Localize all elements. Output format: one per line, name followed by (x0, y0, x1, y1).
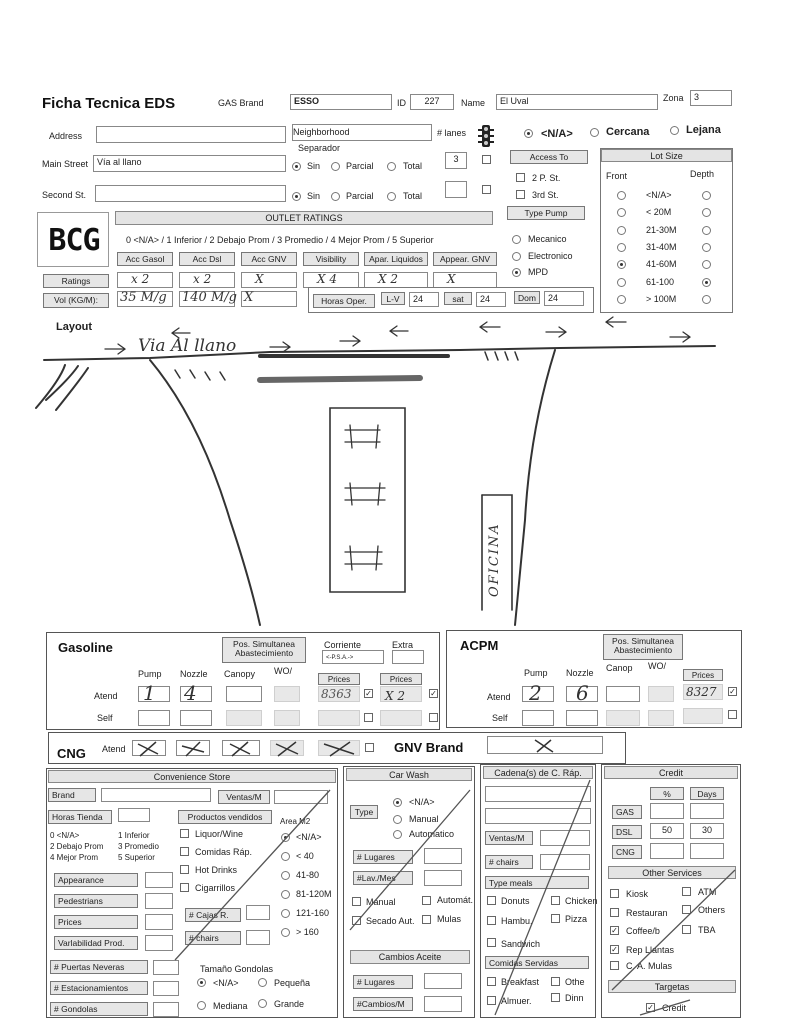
meal-sandwich-check[interactable] (487, 938, 496, 947)
cs-area-label: > 160 (296, 927, 319, 937)
acpm-title: ACPM (460, 638, 499, 653)
cw-manual-label: Manual (409, 814, 439, 824)
cadena-title: Cadena(s) de C. Ráp. (483, 766, 593, 779)
cw-manual-radio[interactable] (393, 815, 402, 824)
rating-value: X (447, 272, 456, 286)
separator-label: Separador (298, 143, 341, 153)
svc-coffee-check[interactable]: ✓ (611, 926, 618, 935)
cs-rating-field[interactable] (145, 872, 173, 888)
svc-mulas-check[interactable] (610, 961, 619, 970)
comida-othe-check[interactable] (551, 977, 560, 986)
cs-area-radio[interactable] (281, 928, 290, 937)
lot-size-option: < 20M (646, 207, 672, 218)
cw-mulas-check[interactable] (422, 915, 431, 924)
gas-extra-label: Extra (392, 640, 414, 650)
credit-cng-pct-field[interactable] (650, 843, 684, 859)
svc-llantas-check[interactable]: ✓ (611, 945, 618, 954)
acpm-nozzle-value: 6 (576, 681, 589, 705)
cw-lugares-label: # Lugares (353, 850, 413, 864)
name-field[interactable]: El Uval (496, 94, 658, 110)
credit-days-label: Days (690, 787, 724, 800)
cs-rating-field[interactable] (145, 914, 173, 930)
lot-front-label: Front (606, 171, 628, 181)
cs-rating-field[interactable] (145, 935, 173, 951)
road-label: Via Al llano (138, 336, 237, 356)
gas-canopy-label: Canopy (224, 669, 256, 679)
cng-canopy-field[interactable] (222, 740, 260, 756)
comida-breakfast-check[interactable] (487, 977, 496, 986)
gas-price-value: 8363 (321, 687, 352, 701)
id-label: ID (397, 98, 406, 108)
hours-dom-label: Dom (514, 291, 540, 304)
cs-scale-item: 0 <N/A> (50, 831, 80, 840)
acpm-pump-self-field[interactable] (522, 710, 554, 726)
gas-wo-label: WO/ (274, 666, 292, 676)
hours-sat-field[interactable]: 24 (476, 292, 506, 307)
cs-area-radio[interactable] (281, 852, 290, 861)
location-na-label: <N/A> (541, 128, 573, 140)
cw-lav-field[interactable] (424, 870, 462, 886)
gas-extra-self-check[interactable] (429, 713, 438, 722)
svc-llantas-label: Rep Llantas (626, 945, 675, 955)
cs-gondolas-label: # Gondolas (50, 1002, 148, 1016)
cw-secado-label: Secado Aut. (366, 916, 415, 926)
cs-estacionamientos-label: # Estacionamientos (50, 981, 148, 995)
cw-mulas-label: Mulas (437, 914, 462, 924)
lot-depth-label: Depth (690, 169, 715, 179)
gas-price-check[interactable]: ✓ (365, 689, 372, 698)
acpm-price-self-field[interactable] (683, 708, 723, 724)
cng-title: CNG (57, 746, 86, 761)
svc-tba-check[interactable] (682, 925, 691, 934)
cng-pump-field[interactable] (132, 740, 166, 756)
address-label: Address (49, 131, 83, 141)
gas-extra-self-field[interactable] (380, 710, 422, 726)
gas-canopy-self-field[interactable] (226, 710, 262, 726)
outlet-column-header: Acc GNV (241, 252, 297, 266)
gas-pump-value: 1 (143, 681, 156, 705)
cs-ventas-field[interactable] (274, 790, 328, 804)
ca-cambios-label: #Cambios/M (353, 997, 413, 1011)
cw-lav-label: #Lav./Mes (353, 871, 413, 885)
cs-tam-mediana-label: Mediana (213, 1001, 248, 1011)
svc-coffee-label: Coffee/b (626, 926, 660, 936)
lot-size-option: <N/A> (646, 190, 672, 200)
lanes-label: # lanes (437, 128, 467, 138)
cs-puertas-field[interactable] (153, 960, 179, 975)
cs-rating-label: Varlabilidad Prod. (54, 936, 138, 950)
cs-rating-label: Appearance (54, 873, 138, 887)
credit-dsl-label: DSL (612, 825, 642, 839)
credit-pct-label: % (650, 787, 684, 800)
cs-product-label: Hot Drinks (195, 865, 238, 875)
cs-cajas-field[interactable] (246, 905, 270, 920)
svc-others-check[interactable] (682, 905, 691, 914)
sep-main-sin-label: Sin (307, 161, 321, 171)
cs-productos-label: Productos vendidos (178, 810, 272, 824)
credit-cng-label: CNG (612, 845, 642, 859)
cng-price-field[interactable] (318, 740, 360, 756)
neighborhood-label: Neighborhood (293, 127, 350, 137)
cadena-name-field-1[interactable] (485, 786, 591, 802)
cw-automat-check[interactable] (422, 896, 431, 905)
gas-canopy-field[interactable] (226, 686, 262, 702)
rating-value: X (255, 272, 264, 286)
outlet-column-header: Acc Gasol (117, 252, 173, 266)
acpm-canop-field[interactable] (606, 686, 640, 702)
second-street-label: Second St. (42, 190, 87, 200)
cs-scale-item: 3 Promedio (118, 842, 159, 851)
outlet-scale: 0 <N/A> / 1 Inferior / 2 Debajo Prom / 3 Promedio / 4 Mejor Prom / 5 Superior (126, 235, 434, 245)
access-to-title: Access To (510, 150, 588, 164)
meal-pizza-check[interactable] (551, 914, 560, 923)
lanes-field[interactable]: 3 (445, 152, 467, 169)
cs-brand-label: Brand (48, 788, 96, 802)
gasoline-title: Gasoline (58, 640, 113, 655)
gnv-brand-label: GNV Brand (394, 740, 464, 755)
acpm-pump-value: 2 (529, 681, 542, 705)
vol-value: X (244, 290, 254, 305)
pump-mpd-label: MPD (528, 267, 548, 277)
hours-label: Horas Oper. (313, 294, 375, 308)
cw-auto-label: Automatico (409, 829, 455, 839)
comida-almuer-check[interactable] (487, 996, 496, 1005)
cs-product-check[interactable] (180, 865, 189, 874)
acpm-price-value: 8327 (686, 685, 717, 699)
svc-restaurant-check[interactable] (610, 908, 619, 917)
targeta-credit-check[interactable]: ✓ (647, 1003, 654, 1012)
sep-second-total-label: Total (403, 191, 423, 201)
cs-cajas-label: # Cajas R. (185, 908, 241, 922)
cadena-type-meals-label: Type meals (485, 876, 589, 889)
cadena-chairs-field[interactable] (540, 854, 590, 870)
cng-wo-field[interactable] (270, 740, 304, 756)
cs-tam-na-label: <N/A> (213, 978, 239, 988)
main-street-label: Main Street (42, 159, 89, 169)
type-pump-title: Type Pump (507, 206, 585, 220)
form-title: Ficha Tecnica EDS (42, 95, 176, 112)
credit-dsl-pct-field[interactable]: 50 (650, 823, 684, 839)
gas-extra-top-field[interactable] (392, 650, 424, 664)
cs-area-label: 41-80 (296, 870, 320, 880)
gas-price-self-check[interactable] (364, 713, 373, 722)
acpm-self-label: Self (492, 713, 508, 723)
gnv-brand-field[interactable] (487, 736, 603, 754)
comida-othe-label: Othe (565, 977, 585, 987)
credit-cng-days-field[interactable] (690, 843, 724, 859)
cs-puertas-label: # Puertas Neveras (50, 960, 148, 974)
cs-horas-field[interactable] (118, 808, 150, 822)
outlet-column-header: Apar. Liquidos (364, 252, 428, 266)
ca-lugares-field[interactable] (424, 973, 462, 989)
cs-product-label: Comidas Ráp. (195, 847, 253, 857)
cs-product-check[interactable] (180, 829, 189, 838)
acpm-wo-field[interactable] (648, 686, 674, 702)
cng-price-check[interactable] (365, 743, 374, 752)
cadena-comidas-label: Comidas Servidas (485, 956, 589, 969)
cs-rating-field[interactable] (145, 893, 173, 909)
meal-sandwich-label: Sandwich (501, 939, 541, 949)
gas-pos-sim: Pos. Simultanea Abastecimiento (222, 637, 306, 663)
cs-product-label: Liquor/Wine (195, 829, 244, 839)
gas-wo-self-field[interactable] (274, 710, 300, 726)
meal-donuts-check[interactable] (487, 896, 496, 905)
comida-dinn-check[interactable] (551, 993, 560, 1002)
acpm-nozzle-self-field[interactable] (566, 710, 598, 726)
credit-title: Credit (604, 766, 738, 779)
targetas-title: Targetas (608, 980, 736, 993)
cambios-aceite-title: Cambios Aceite (350, 950, 470, 964)
acpm-wo-label: WO/ (648, 661, 666, 671)
rating-value: X 4 (317, 272, 337, 286)
cs-scale-item: 2 Debajo Prom (50, 842, 104, 851)
cs-rating-label: Prices (54, 915, 138, 929)
cw-na-radio[interactable] (393, 798, 402, 807)
cs-estacionamientos-field[interactable] (153, 981, 179, 996)
cw-manual-check[interactable] (352, 897, 361, 906)
svc-restaurant-label: Restauran (626, 908, 668, 918)
gas-extra-price-check[interactable]: ✓ (430, 689, 437, 698)
office-label: OFICINA (487, 522, 502, 597)
svc-atm-check[interactable] (682, 887, 691, 896)
outlet-ratings-title: OUTLET RATINGS (115, 211, 493, 225)
cs-area-radio[interactable] (281, 890, 290, 899)
gas-nozzle-value: 4 (184, 681, 197, 705)
cs-tam-pequena-label: Pequeña (274, 978, 311, 988)
lot-size-option: > 100M (646, 293, 677, 304)
outlet-column-header: Visibility (303, 252, 359, 266)
sep-second-parcial-label: Parcial (346, 191, 374, 201)
acpm-canop-self-field[interactable] (606, 710, 640, 726)
acpm-canop-label: Canop (606, 663, 633, 673)
cs-area-radio[interactable] (281, 871, 290, 880)
cs-product-check[interactable] (180, 847, 189, 856)
vol-value: 35 M/g (120, 290, 167, 305)
rating-value: x 2 (131, 272, 150, 286)
cng-nozzle-field[interactable] (176, 740, 210, 756)
credit-gas-label: GAS (612, 805, 642, 819)
svc-others-label: Others (698, 905, 726, 915)
ca-lugares-label: # Lugares (353, 975, 413, 989)
ca-cambios-field[interactable] (424, 996, 462, 1012)
cadena-ventas-field[interactable] (540, 830, 590, 846)
gas-brand-field[interactable]: ESSO (290, 94, 392, 110)
cs-product-check[interactable] (180, 883, 189, 892)
gas-corriente-label: Corriente (324, 640, 362, 650)
cs-chairs-field[interactable] (246, 930, 270, 945)
gas-self-label: Self (97, 713, 113, 723)
cs-horas-label: Horas Tienda (48, 810, 112, 824)
cs-tamano-label: Tamaño Gondolas (200, 964, 274, 974)
cw-lugares-field[interactable] (424, 848, 462, 864)
gas-prices-label: Prices (318, 673, 360, 685)
zona-field[interactable]: 3 (690, 90, 732, 106)
sep-main-parcial-label: Parcial (346, 161, 374, 171)
acpm-price-check[interactable]: ✓ (729, 687, 736, 696)
svc-tba-label: TBA (698, 925, 716, 935)
gas-wo-field[interactable] (274, 686, 300, 702)
lot-size-option: 61-100 (646, 276, 675, 287)
cs-gondolas-field[interactable] (153, 1002, 179, 1017)
cs-area-label: 81-120M (296, 889, 332, 899)
location-lejana-label: Lejana (686, 124, 721, 136)
cadena-ventas-label: Ventas/M (485, 831, 533, 845)
acpm-pos-sim: Pos. Simultanea Abastecimiento (603, 634, 683, 660)
carwash-title: Car Wash (346, 768, 472, 781)
hours-dom-field[interactable]: 24 (544, 291, 584, 306)
cs-scale-item: 1 Inferior (118, 831, 150, 840)
vol-label: Vol (KG/M): (43, 293, 109, 308)
cw-manual-check-label: Manual (366, 897, 396, 907)
cadena-name-field-2[interactable] (485, 808, 591, 824)
name-label: Name (461, 98, 486, 108)
comida-breakfast-label: Breakfast (501, 977, 540, 987)
acpm-pump-label: Pump (524, 668, 548, 678)
cs-area-label: 121-160 (296, 908, 330, 918)
gas-pump-self-field[interactable] (138, 710, 170, 726)
sep-main-total-label: Total (403, 161, 423, 171)
other-services-title: Other Services (608, 866, 736, 879)
lot-size-option: 31-40M (646, 241, 677, 252)
cs-area-label: Area M2 (280, 817, 311, 826)
cs-area-radio[interactable] (281, 833, 290, 842)
meal-chicken-label: Chicken (565, 896, 598, 906)
cs-tam-na-radio[interactable] (197, 978, 206, 987)
cs-chairs-label: # chairs (185, 931, 241, 945)
gas-nozzle-label: Nozzle (180, 669, 208, 679)
acpm-nozzle-label: Nozzle (566, 668, 594, 678)
id-field[interactable]: 227 (410, 94, 454, 110)
cs-brand-field[interactable] (101, 788, 211, 802)
cadena-chairs-label: # chairs (485, 855, 533, 869)
gas-brand-label: GAS Brand (218, 98, 264, 108)
cs-tam-mediana-radio[interactable] (197, 1001, 206, 1010)
sep-second-sin-label: Sin (307, 191, 321, 201)
meal-donuts-label: Donuts (501, 896, 530, 906)
targeta-credit-label: Credit (662, 1003, 687, 1013)
hours-sat-label: sat (444, 292, 472, 305)
cs-scale-item: 4 Mejor Prom (50, 853, 99, 862)
gas-psa-field[interactable]: <-P.S.A.-> (322, 650, 384, 664)
location-cercana-label: Cercana (606, 126, 650, 138)
lot-size-option: 21-30M (646, 224, 677, 235)
gas-atend-label: Atend (94, 691, 118, 701)
cs-area-label: < 40 (296, 851, 314, 861)
cw-na-label: <N/A> (409, 797, 435, 807)
cs-tam-pequena-radio[interactable] (258, 978, 267, 987)
comida-almuer-label: Almuer. (501, 996, 532, 1006)
cs-area-radio[interactable] (281, 909, 290, 918)
credit-gas-days-field[interactable] (690, 803, 724, 819)
acpm-atend-label: Atend (487, 692, 511, 702)
gas-extra-value: X 2 (385, 689, 405, 703)
acpm-prices-label: Prices (683, 669, 723, 681)
svc-mulas-label: C. A. Mulas (626, 961, 673, 971)
outlet-column-header: Acc Dsl (179, 252, 235, 266)
access-3rd-label: 3rd St. (532, 190, 559, 200)
pump-electronico-label: Electronico (528, 251, 573, 261)
acpm-wo-self-field[interactable] (648, 710, 674, 726)
lot-size-title: Lot Size (601, 149, 732, 162)
main-street-field[interactable]: Vía al llano (93, 155, 286, 172)
cng-atend-label: Atend (102, 744, 126, 754)
hours-lv-field[interactable]: 24 (409, 292, 439, 307)
lot-size-option: 41-60M (646, 259, 677, 270)
cw-type-label: Type (350, 805, 378, 819)
svc-atm-label: ATM (698, 887, 717, 897)
gas-price-self-field[interactable] (318, 710, 360, 726)
access-2p-label: 2 P. St. (532, 173, 561, 183)
cs-rating-label: Pedestrians (54, 894, 138, 908)
outlet-column-header: Appear. GNV (433, 252, 497, 266)
cs-scale-item: 5 Superior (118, 853, 155, 862)
cs-area-label: <N/A> (296, 832, 322, 842)
zona-label: Zona (663, 93, 684, 103)
cw-automat-label: Automát. (437, 895, 474, 905)
credit-gas-pct-field[interactable] (650, 803, 684, 819)
svc-kiosk-check[interactable] (610, 889, 619, 898)
vol-value: 140 M/g (182, 290, 237, 305)
meal-hambu-label: Hambu. (501, 916, 533, 926)
gas-nozzle-self-field[interactable] (180, 710, 212, 726)
cs-tam-grande-label: Grande (274, 999, 305, 1009)
ratings-label: Ratings (43, 274, 109, 288)
cs-ventas-label: Ventas/M (218, 790, 270, 804)
pump-mecanico-label: Mecanico (528, 234, 567, 244)
convenience-title: Convenience Store (48, 770, 336, 783)
acpm-price-self-check[interactable] (728, 710, 737, 719)
rating-value: x 2 (193, 272, 212, 286)
gas-prices-extra-label: Prices (380, 673, 422, 685)
credit-dsl-days-field[interactable]: 30 (690, 823, 724, 839)
gas-pump-label: Pump (138, 669, 162, 679)
bcg-logo-text: BCG (48, 223, 100, 258)
layout-label: Layout (56, 321, 93, 333)
meal-pizza-label: Pizza (565, 914, 588, 924)
cw-secado-check[interactable] (352, 916, 361, 925)
cw-auto-radio[interactable] (393, 830, 402, 839)
hours-lv-label: L-V (381, 292, 405, 305)
cs-tam-grande-radio[interactable] (258, 999, 267, 1008)
svc-kiosk-label: Kiosk (626, 889, 649, 899)
cs-product-label: Cigarrillos (195, 883, 236, 893)
comida-dinn-label: Dinn (565, 993, 584, 1003)
meal-chicken-check[interactable] (551, 896, 560, 905)
rating-value: X 2 (378, 272, 398, 286)
meal-hambu-check[interactable] (487, 916, 496, 925)
